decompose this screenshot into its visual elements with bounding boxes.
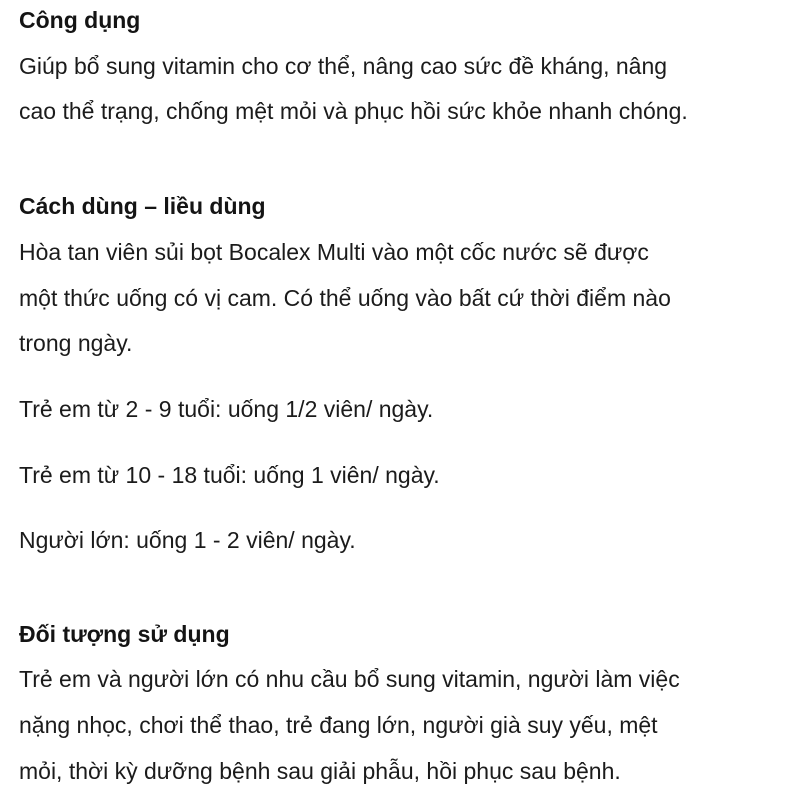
dose-children-2-9: Trẻ em từ 2 - 9 tuổi: uống 1/2 viên/ ngày. (19, 396, 434, 422)
dose-children-10-18: Trẻ em từ 10 - 18 tuổi: uống 1 viên/ ngày. (19, 462, 440, 488)
audience-text-line-1: Trẻ em và người lớn có nhu cầu bổ sung vitamin, người làm việc (19, 666, 680, 692)
audience-text-line-2: nặng nhọc, chơi thể thao, trẻ đang lớn, người già suy yếu, mệt (19, 712, 658, 738)
uses-text-line-2: cao thể trạng, chống mệt mỏi và phục hồi sức khỏe nhanh chóng. (19, 98, 688, 124)
audience-text-line-3: mỏi, thời kỳ dưỡng bệnh sau giải phẫu, hồi phục sau bệnh. (19, 758, 621, 784)
section-heading-dosage: Cách dùng – liều dùng (19, 193, 266, 219)
uses-text-line-1: Giúp bổ sung vitamin cho cơ thể, nâng cao sức đề kháng, nâng (19, 53, 668, 79)
dosage-text-line-1: Hòa tan viên sủi bọt Bocalex Multi vào một cốc nước sẽ được (19, 239, 649, 265)
dose-adults: Người lớn: uống 1 - 2 viên/ ngày. (19, 527, 356, 553)
section-heading-audience: Đối tượng sử dụng (19, 621, 230, 647)
section-heading-uses: Công dụng (19, 7, 141, 33)
dosage-text-line-2: một thức uống có vị cam. Có thể uống vào bất cứ thời điểm nào (19, 285, 671, 311)
dosage-text-line-3: trong ngày. (19, 330, 133, 356)
